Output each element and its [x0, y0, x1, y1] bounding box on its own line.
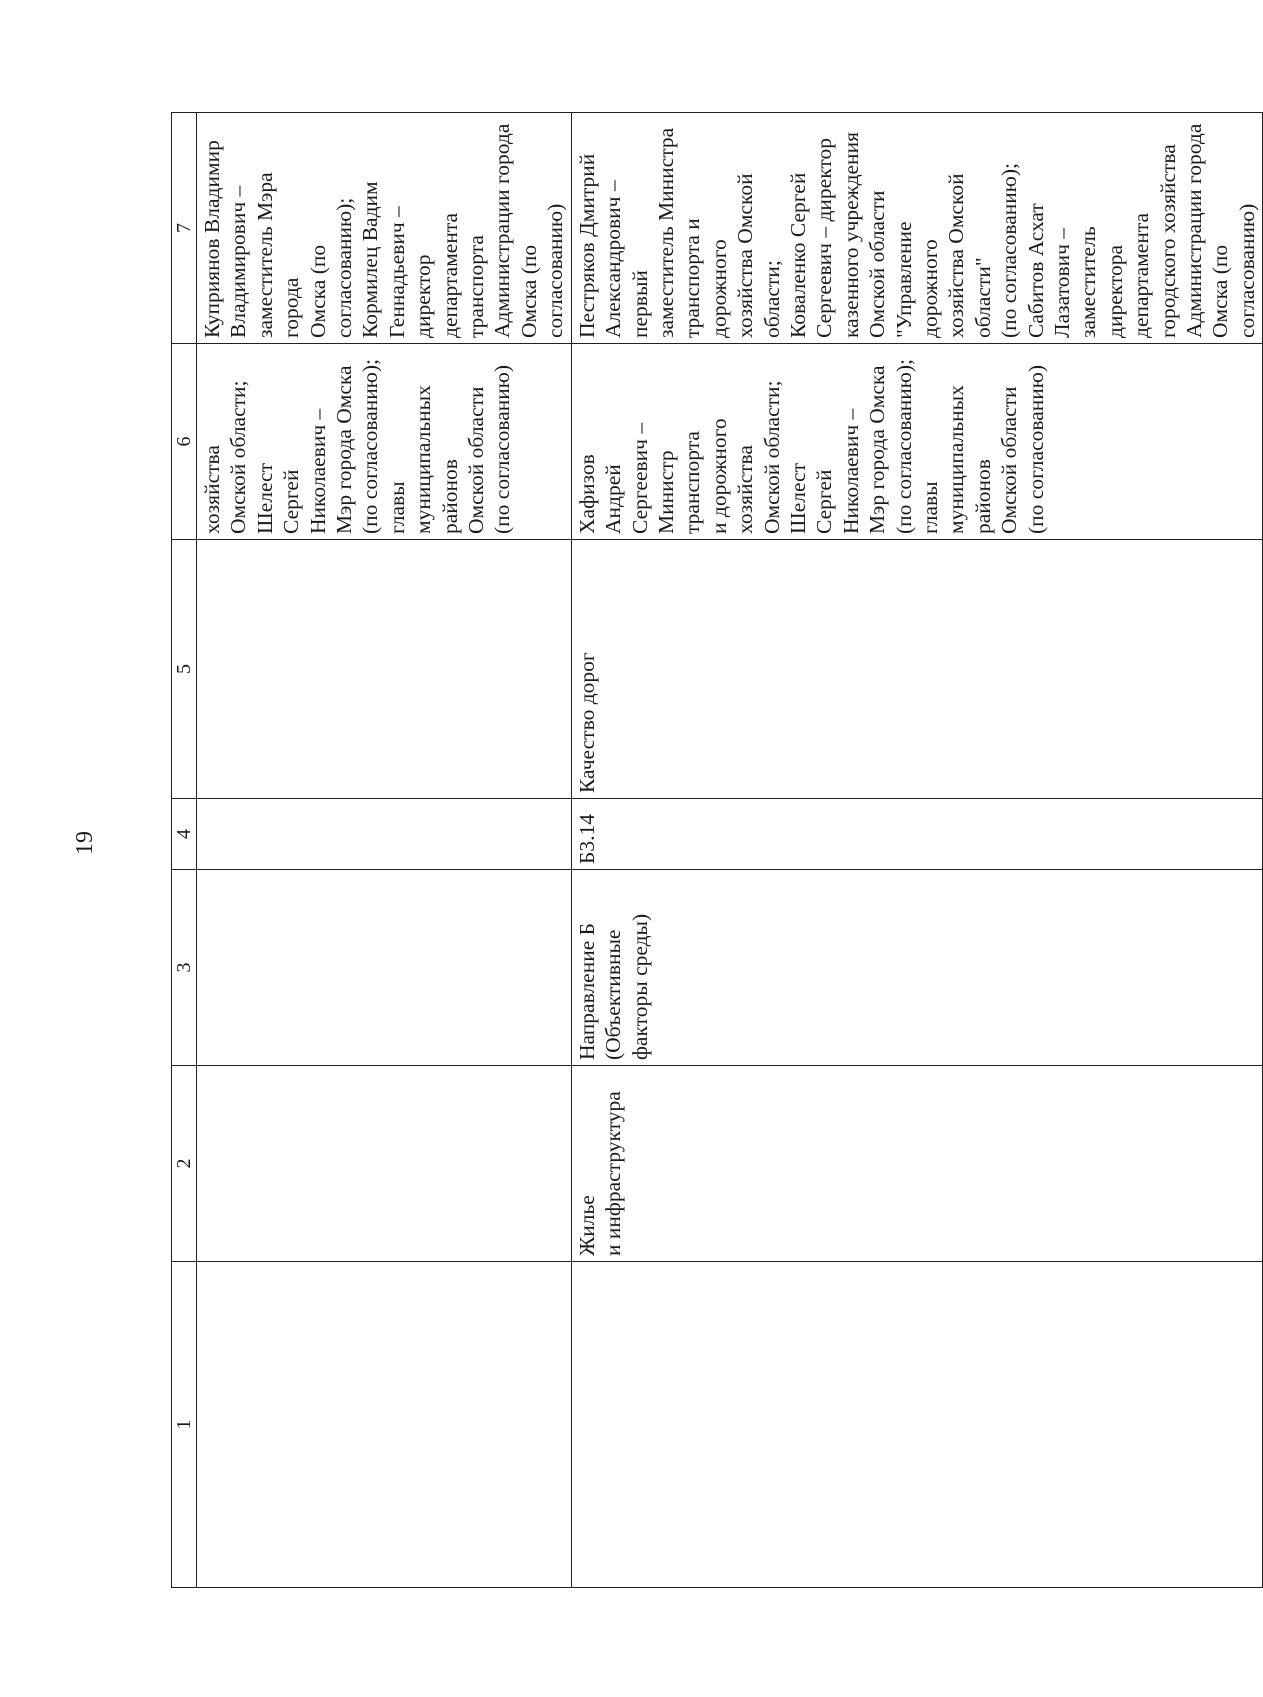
- table-header-row: [172, 113, 197, 1588]
- column-header-4: 4: [172, 799, 197, 870]
- column-header-2: 2: [172, 1066, 197, 1262]
- column-header-3: 3: [172, 870, 197, 1066]
- page-number: 19: [72, 831, 98, 855]
- column-header-6: 6: [172, 344, 197, 540]
- column-header-1: 1: [172, 1262, 197, 1588]
- cell-indicator: Качество дорог: [571, 540, 1263, 799]
- cell-executors: Пестряков Дмитрий Александрович – первый заместитель Министра транспорта и дорожного хозяйства Омской области; Коваленко Сергей Сергеевич – директор казенного учреждения Омской области "Управление дорожного хозяйства Омской области" (по согласованию); Сабитов Асхат Лазатович – заместитель директора департамента городского хозяйства Администрации города Омска (по согласованию): [571, 113, 1263, 344]
- table-grid: [171, 112, 1263, 1588]
- column-header-5: 5: [172, 540, 197, 799]
- cell-number: [571, 1262, 1263, 1588]
- table-row: [197, 113, 572, 1588]
- cell-executors: Куприянов Владимир Владимирович – заместитель Мэра города Омска (по согласованию); Кормилец Вадим Геннадьевич – директор департамента транспорта Администрации города Омска (по согласованию): [197, 113, 572, 344]
- column-header-7: 7: [172, 113, 197, 344]
- document-table: [171, 113, 1259, 1588]
- cell-category: [197, 1066, 572, 1262]
- cell-code: Б3.14: [571, 799, 1263, 870]
- cell-category: Жилье и инфраструктура: [571, 1066, 1263, 1262]
- cell-indicator: [197, 540, 572, 799]
- cell-direction: Направление Б (Объективные факторы среды): [571, 870, 1263, 1066]
- cell-number: [197, 1262, 572, 1588]
- cell-responsible: Хафизов Андрей Сергеевич – Министр транспорта и дорожного хозяйства Омской области; Шелест Сергей Николаевич – Мэр города Омска (по согласованию); главы муниципальных районов Омской области (по согласованию): [571, 344, 1263, 540]
- cell-direction: [197, 870, 572, 1066]
- cell-responsible: хозяйства Омской области; Шелест Сергей Николаевич – Мэр города Омска (по согласованию); главы муниципальных районов Омской области (по согласованию): [197, 344, 572, 540]
- cell-code: [197, 799, 572, 870]
- table-row: [571, 113, 1263, 1588]
